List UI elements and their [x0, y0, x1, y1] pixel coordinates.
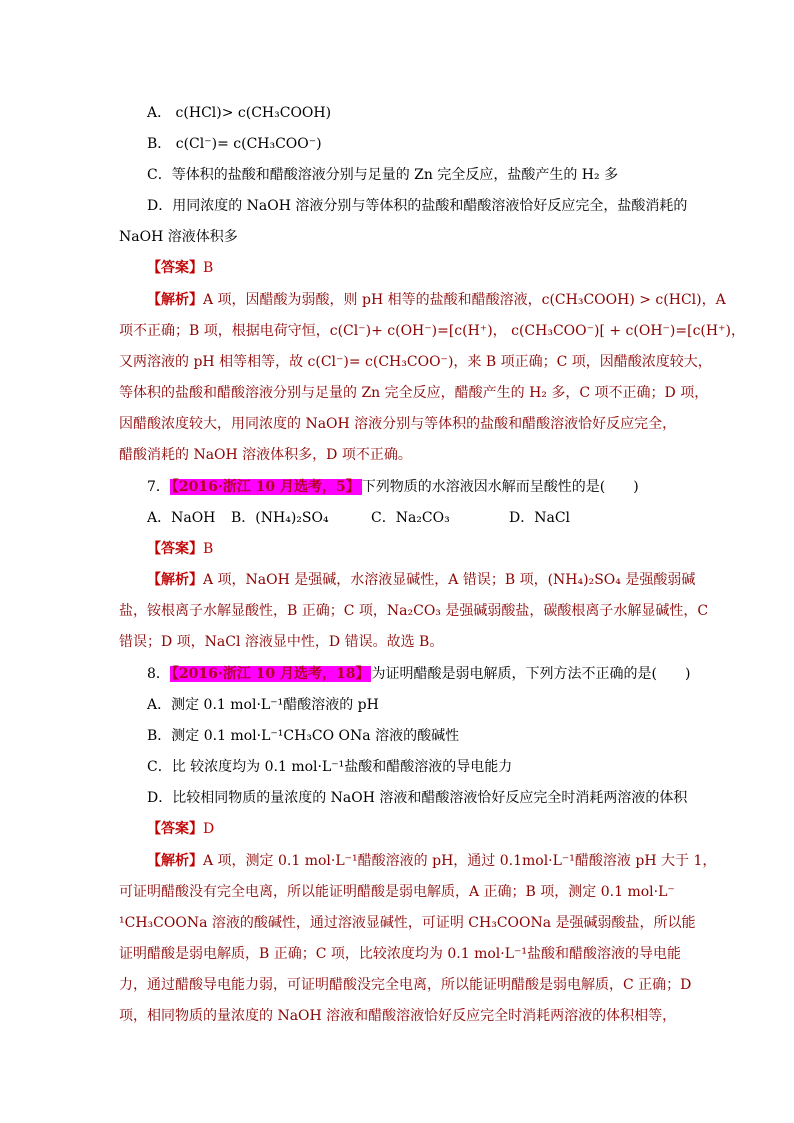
q8-option-a: A．测定 0.1 mol·L⁻¹醋酸溶液的 pH	[147, 697, 379, 713]
answer-value: B	[203, 541, 214, 557]
q7-analysis-line-1	[147, 571, 695, 589]
q8-option-d: D．比较相同物质的量浓度的 NaOH 溶液和醋酸溶液恰好反应完全时消耗两溶液的体积	[147, 790, 688, 806]
q6-option-a: A． c(HCl)> c(CH₃COOH)	[147, 105, 332, 121]
analysis-label: 【解析】	[147, 292, 203, 308]
q7-options	[147, 509, 570, 527]
q8-analysis-line-4: 证明醋酸是弱电解质，B 正确；C 项，比较浓度均为 0.1 mol·L⁻¹盐酸和醋酸溶液的导电能	[119, 946, 681, 962]
q7-stem	[147, 478, 639, 496]
q6-analysis-line-1	[147, 291, 726, 309]
question-number: 7．	[147, 479, 170, 495]
q8-option-c: C．比 较浓度均为 0.1 mol·L⁻¹盐酸和醋酸溶液的导电能力	[147, 759, 513, 775]
q6-analysis-line-6: 醋酸消耗的 NaOH 溶液体积多，D 项不正确。	[119, 447, 412, 463]
analysis-label: 【解析】	[147, 853, 203, 869]
q7-option-b: B．(NH₄)₂SO₄	[231, 510, 329, 526]
q7-option-c: C．Na₂CO₃	[371, 510, 450, 526]
q6-option-b: B． c(Cl⁻)= c(CH₃COO⁻)	[147, 136, 322, 152]
q6-option-d-cont: NaOH 溶液体积多	[119, 229, 238, 245]
q7-option-a: A．NaOH	[147, 510, 216, 526]
q6-answer	[147, 259, 213, 277]
q8-analysis-line-6: 项，相同物质的量浓度的 NaOH 溶液和醋酸溶液恰好反应完全时消耗两溶液的体积相等，	[119, 1008, 677, 1024]
answer-value: B	[203, 260, 214, 276]
q8-stem	[147, 665, 690, 683]
analysis-text: A 项，因醋酸为弱酸，则 pH 相等的盐酸和醋酸溶液，c(CH₃COOH) > c(HCl)，A	[203, 292, 726, 308]
q7-analysis-line-3: 错误；D 项，NaCl 溶液显中性，D 错误。故选 B。	[119, 634, 444, 650]
q8-analysis-line-1	[147, 852, 716, 870]
q6-option-d: D．用同浓度的 NaOH 溶液分别与等体积的盐酸和醋酸溶液恰好反应完全，盐酸消耗的	[147, 198, 688, 214]
analysis-text: A 项，NaOH 是强碱，水溶液显碱性，A 错误；B 项，(NH₄)₂SO₄ 是强酸弱碱	[203, 572, 696, 588]
q8-analysis-line-3: ¹CH₃COONa 溶液的酸碱性，通过溶液显碱性，可证明 CH₃COONa 是强碱弱酸盐，所以能	[119, 915, 696, 931]
q6-analysis-line-3: 又两溶液的 pH 相等相等，故 c(Cl⁻)= c(CH₃COO⁻)，来 B 项正确；C 项，因醋酸浓度较大，	[119, 354, 712, 370]
q7-answer	[147, 540, 213, 558]
answer-label: 【答案】	[147, 541, 203, 557]
answer-value: D	[203, 821, 215, 837]
q6-analysis-line-2: 项不正确；B 项，根据电荷守恒，c(Cl⁻)+ c(OH⁻)=[c(H⁺)， c(CH₃COO⁻)[ + c(OH⁻)=[c(H⁺)，	[119, 323, 745, 339]
q8-answer	[147, 820, 214, 838]
question-number: 8．	[147, 666, 170, 682]
question-text: 下列物质的水溶液因水解而呈酸性的是( )	[361, 479, 639, 495]
q8-option-b: B．测定 0.1 mol·L⁻¹CH₃CO ONa 溶液的酸碱性	[147, 728, 460, 744]
source-tag: 【2016·浙江 10 月选考，5】	[171, 479, 360, 495]
q7-analysis-line-2: 盐，铵根离子水解显酸性，B 正确；C 项，Na₂CO₃ 是强碱弱酸盐，碳酸根离子水解显碱性，C	[119, 603, 709, 619]
source-tag: 【2016·浙江 10 月选考，18】	[171, 666, 370, 682]
analysis-text: A 项，测定 0.1 mol·L⁻¹醋酸溶液的 pH，通过 0.1mol·L⁻¹醋酸溶液 pH 大于 1，	[203, 853, 717, 869]
analysis-label: 【解析】	[147, 572, 203, 588]
question-text: 为证明醋酸是弱电解质，下列方法不正确的是( )	[371, 666, 691, 682]
q8-analysis-line-5: 力，通过醋酸导电能力弱，可证明醋酸没完全电离，所以能证明醋酸是弱电解质，C 正确；D	[119, 977, 692, 993]
answer-label: 【答案】	[147, 260, 203, 276]
q6-option-c: C．等体积的盐酸和醋酸溶液分别与足量的 Zn 完全反应，盐酸产生的 H₂ 多	[147, 167, 619, 183]
q8-analysis-line-2: 可证明醋酸没有完全电离，所以能证明醋酸是弱电解质，A 正确；B 项，测定 0.1 mol·L⁻	[119, 884, 675, 900]
q6-analysis-line-5: 因醋酸浓度较大，用同浓度的 NaOH 溶液分别与等体积的盐酸和醋酸溶液恰好反应完全，	[119, 416, 677, 432]
q6-analysis-line-4: 等体积的盐酸和醋酸溶液分别与足量的 Zn 完全反应，醋酸产生的 H₂ 多，C 项不正确；D 项，	[119, 385, 709, 401]
q7-option-d: D．NaCl	[509, 510, 571, 526]
answer-label: 【答案】	[147, 821, 203, 837]
